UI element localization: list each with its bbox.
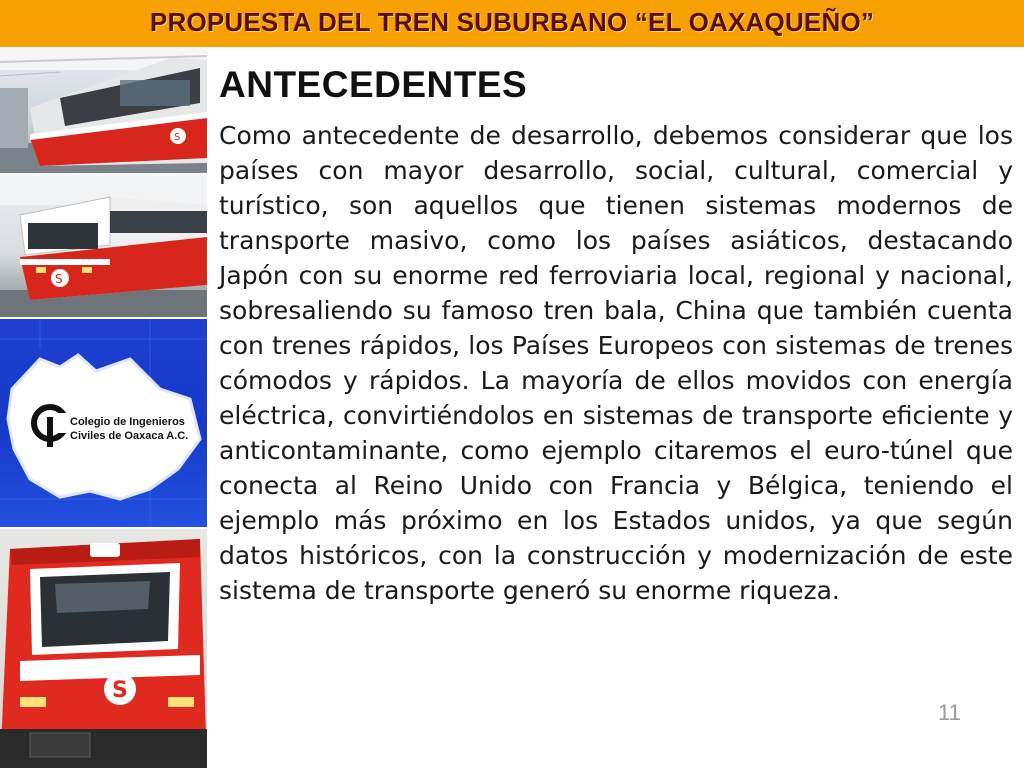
ciceo-logo-icon (30, 403, 70, 449)
train-photo-platform (0, 48, 207, 173)
svg-text:S: S (55, 272, 63, 286)
section-heading: ANTECEDENTES (219, 64, 528, 105)
page-number: 11 (938, 700, 961, 725)
svg-text:S: S (112, 678, 128, 703)
logo-line-1: Colegio de Ingenieros (70, 416, 185, 428)
svg-text:S: S (174, 132, 181, 143)
title-bar (0, 0, 1024, 47)
logo-text (70, 415, 190, 443)
image-column (0, 48, 207, 768)
logo-panel (0, 319, 207, 527)
logo-line-2: Civiles de Oaxaca A.C. (70, 430, 189, 442)
train-photo-front (0, 529, 207, 768)
body-paragraph: Como antecedente de desarrollo, debemos considerar que los países con mayor desarrollo, social, cultural, comercial y turístico, son aquellos que tienen sistemas modernos de transporte masivo, como los países asiáticos, destacando Japón con su enorme red ferroviaria local, regional y nacional, sobresaliendo su famoso tren bala, China que también cuenta con trenes rápidos, los Países Europeos con sistemas de trenes cómodos y rápidos. La mayoría de ellos movidos con energía eléctrica, convirtiéndolos en sistemas de transporte eficiente y anticontaminante, como ejemplo citaremos el euro-túnel que conecta al Reino Unido con Francia y Bélgica, teniendo el ejemplo más próximo en los Estados unidos, ya que según datos históricos, con la construcción y modernización de este sistema de transporte generó su enorme riqueza. (219, 121, 1013, 605)
train-photo-station (0, 175, 207, 317)
slide-title: PROPUESTA DEL TREN SUBURBANO “EL OAXAQUEÑO” (149, 7, 875, 37)
